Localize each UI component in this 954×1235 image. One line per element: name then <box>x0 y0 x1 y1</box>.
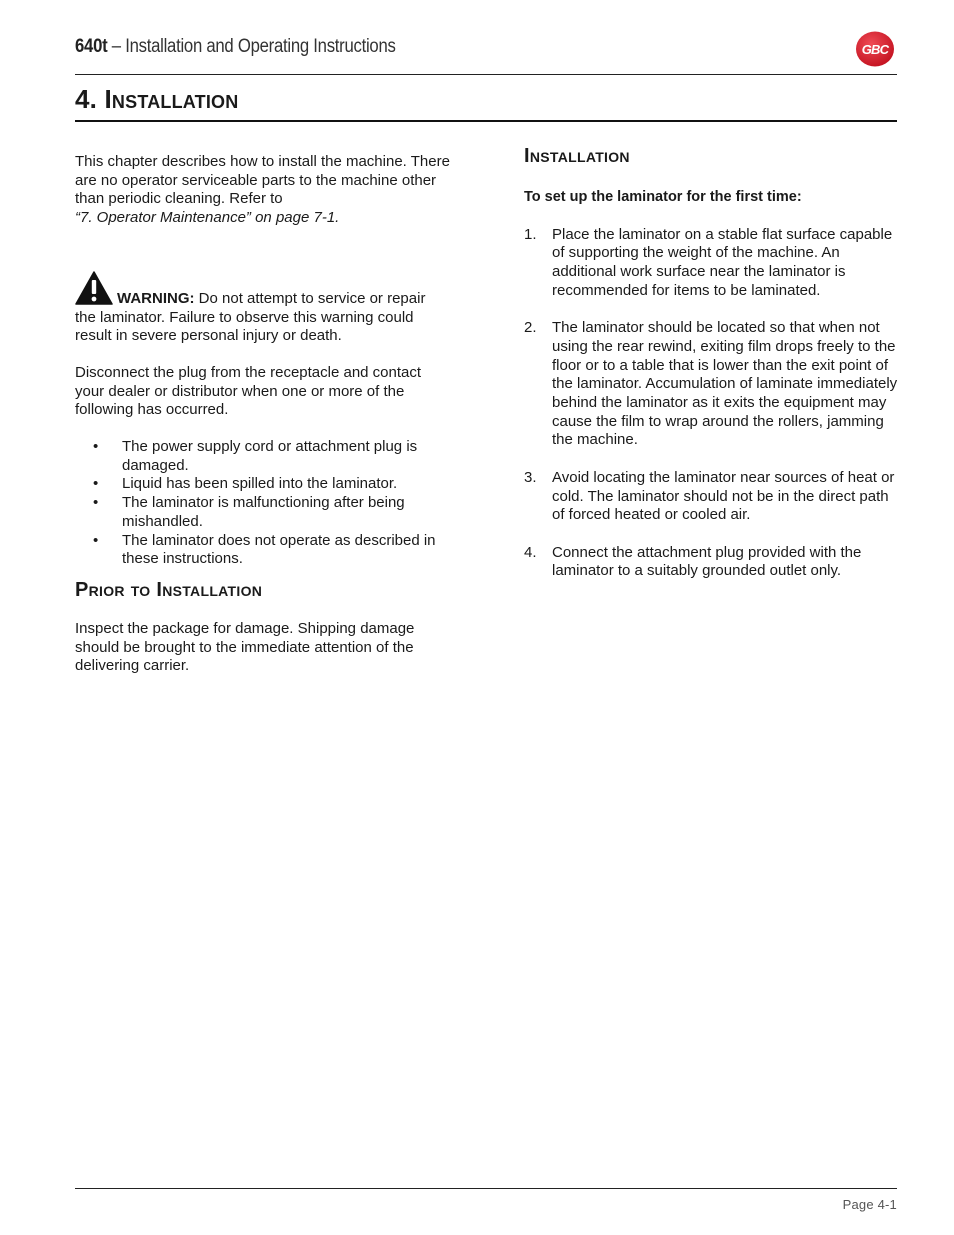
list-item <box>524 469 899 525</box>
step-text: Place the laminator on a stable flat surface capable of supporting the weight of the machine. An additional work surface near the laminator is recommended for items to be laminated. <box>552 225 893 299</box>
list-item: • The laminator is malfunctioning after being mishandled. <box>75 494 450 531</box>
header-title-rest: – Installation and Operating Instructions <box>107 36 396 57</box>
conditions-list <box>75 438 450 569</box>
prior-installation-heading: Prior to Installation <box>75 578 263 601</box>
list-item: • Liquid has been spilled into the laminator. <box>75 475 450 494</box>
page-number: Page 4-1 <box>842 1197 897 1212</box>
step-number: 2. <box>524 319 537 337</box>
installation-heading: Installation <box>524 145 630 167</box>
warning-text: Do not attempt to service or repair the laminator. Failure to observe this warning could result in severe personal injury or death. <box>75 289 426 345</box>
header-model: 640t <box>75 36 108 57</box>
disconnect-paragraph: Disconnect the plug from the receptacle and contact your dealer or distributor when one or more of the following has occurred. <box>75 363 422 419</box>
page-header <box>75 30 897 75</box>
intro-paragraph <box>75 153 450 228</box>
step-text: Connect the attachment plug provided with the laminator to a suitably grounded outlet only. <box>552 543 862 580</box>
step-number: 1. <box>524 225 537 243</box>
step-number: 4. <box>524 543 537 561</box>
page-footer <box>75 1188 897 1212</box>
left-column <box>75 153 450 676</box>
list-item: • The laminator does not operate as described in these instructions. <box>75 532 450 569</box>
list-item: • The power supply cord or attachment plug is damaged. <box>75 438 450 475</box>
right-column <box>524 145 899 600</box>
step-text: Avoid locating the laminator near sources of heat or cold. The laminator should not be in the direct path of forced heated or cooled air. <box>552 468 895 524</box>
header-title <box>75 36 396 58</box>
list-item <box>524 544 899 581</box>
intro-text: This chapter describes how to install the machine. There are no operator serviceable parts to the machine other than periodic cleaning. Refer to <box>75 153 450 208</box>
warning-triangle-icon <box>75 271 113 305</box>
chapter-title: 4. Installation <box>75 84 239 114</box>
warning-label: WARNING: <box>117 289 195 307</box>
list-item <box>524 319 899 450</box>
list-item <box>524 226 899 301</box>
gbc-logo <box>855 30 895 68</box>
intro-reference-link[interactable]: “7. Operator Maintenance” on page 7-1. <box>75 209 340 227</box>
setup-steps-list <box>524 226 899 581</box>
prior-installation-paragraph: Inspect the package for damage. Shipping damage should be brought to the immediate attention of the delivering carrier. <box>75 619 415 675</box>
step-text: The laminator should be located so that when not using the rear rewind, exiting film drops freely to the floor or to a table that is lower than the exit point of the laminator. Accumulation of laminate immediately behind the laminator as it exits the equipment may cause the film to wrap around the rollers, jamming the machine. <box>552 319 898 449</box>
step-number: 3. <box>524 468 537 486</box>
chapter-heading <box>75 80 897 122</box>
svg-text:GBC: GBC <box>861 42 889 57</box>
setup-label: To set up the laminator for the first time: <box>524 189 802 205</box>
warning-paragraph <box>75 271 450 346</box>
